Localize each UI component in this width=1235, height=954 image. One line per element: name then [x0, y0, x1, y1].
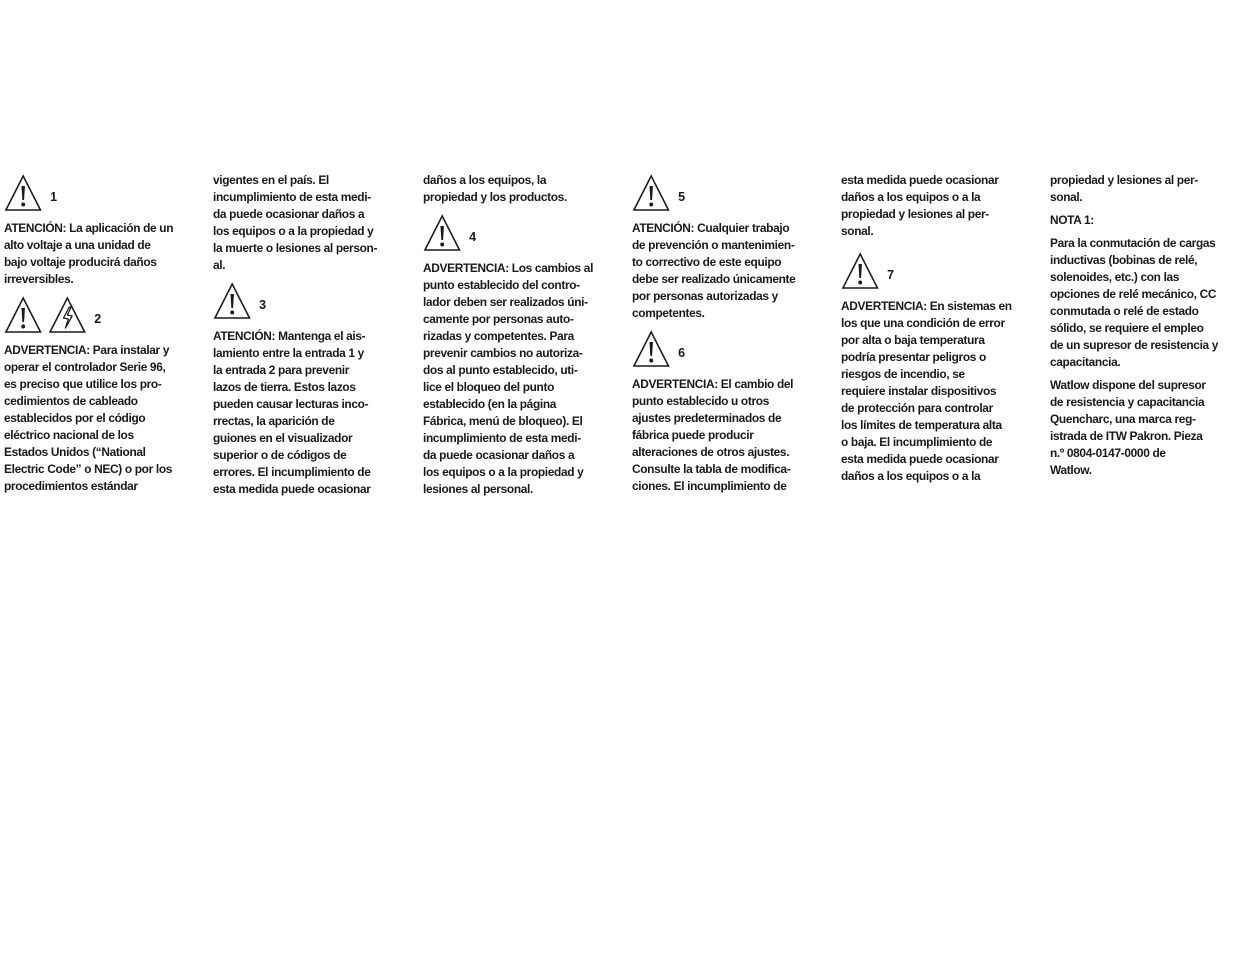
- column-5: [841, 172, 1020, 491]
- symbol-number: 3: [259, 296, 266, 312]
- paragraph: NOTA 1:: [1050, 213, 1094, 227]
- warning-icon: [213, 282, 251, 320]
- paragraph: Watlow dispone del supresor de resistencia y capacitancia Quencharc, una marca reg- istrada de ITW Pakron. Pieza n.º 0804-0147-0000 de Watlow.: [1050, 378, 1206, 477]
- paragraph: ADVERTENCIA: Para instalar y operar el controlador Serie 96, es preciso que utilice los pro- cedimientos de cableado establecidos por el código eléctrico nacional de los Estados Unidos (“National Electric Code” o NEC) o por los procedimientos estándar: [4, 343, 173, 493]
- warning-icon: [632, 330, 670, 368]
- paragraph: propiedad y lesiones al per- sonal.: [1050, 173, 1198, 204]
- symbol-number: 5: [678, 188, 685, 204]
- symbol-number: 4: [469, 228, 476, 244]
- paragraph: ADVERTENCIA: Los cambios al punto establecido del contro- lador deben ser realizados úni- camente por personas auto- rizadas y competentes. Para prevenir cambios no autoriza- dos al punto establecido, uti- lice el bloqueo del punto establecido (en la página Fábrica, menú de bloqueo). El incumplimiento de esta medi- da puede ocasionar daños a los equipos o a la propiedad y lesiones al personal.: [423, 261, 594, 496]
- paragraph: esta medida puede ocasionar daños a los equipos o a la propiedad y lesiones al per- sonal.: [841, 173, 999, 238]
- paragraph: ADVERTENCIA: El cambio del punto establecido u otros ajustes predeterminados de fábrica puede producir alteraciones de otros ajustes. Consulte la tabla de modifica- ciones. El incumplimiento de: [632, 377, 794, 493]
- paragraph: vigentes en el país. El incumplimiento de esta medi- da puede ocasionar daños a los equipos o a la propiedad y la muerte o lesiones al person- al.: [213, 173, 378, 272]
- symbol-number: 2: [94, 310, 101, 326]
- column-4: [632, 172, 811, 501]
- safety-symbol: [632, 328, 811, 370]
- symbol-number: 1: [50, 188, 57, 204]
- paragraph: ATENCIÓN: La aplicación de un alto voltaje a una unidad de bajo voltaje producirá daños irreversibles.: [4, 221, 174, 286]
- paragraph: daños a los equipos, la propiedad y los productos.: [423, 173, 567, 204]
- safety-symbol: [4, 294, 183, 336]
- paragraph: ATENCIÓN: Cualquier trabajo de prevención o mantenimien- to correctivo de este equipo debe ser realizado únicamente por personas autorizadas y competentes.: [632, 221, 796, 320]
- warning-icon: [841, 252, 879, 290]
- symbol-number: 6: [678, 344, 685, 360]
- paragraph: ATENCIÓN: Mantenga el ais- lamiento entre la entrada 1 y la entrada 2 para prevenir lazos de tierra. Estos lazos pueden causar lecturas inco- rrectas, la aparición de guiones en el visualizador superior o de códigos de errores. El incumplimiento de esta medida puede ocasionar: [213, 329, 371, 496]
- column-6: [1050, 172, 1229, 485]
- paragraph: ADVERTENCIA: En sistemas en los que una condición de error por alta o baja temperatura podría presentar peligros o riesgos de incendio, se requiere instalar dispositivos de protección para controlar los límites de temperatura alta o baja. El incumplimiento de esta medida puede ocasionar daños a los equipos o a la: [841, 299, 1012, 483]
- warning-icon: [4, 296, 42, 334]
- electrical-hazard-icon: [48, 296, 86, 334]
- safety-symbol: [213, 280, 392, 322]
- warning-icon: [423, 214, 461, 252]
- safety-symbol: [841, 250, 1020, 292]
- safety-symbol: [4, 172, 183, 214]
- safety-symbol: [632, 172, 811, 214]
- warning-icon: [4, 174, 42, 212]
- column-3: [423, 172, 602, 504]
- column-1: [4, 172, 183, 501]
- symbol-number: 7: [887, 266, 894, 282]
- warning-icon: [632, 174, 670, 212]
- paragraph: Para la conmutación de cargas inductivas (bobinas de relé, solenoides, etc.) con las opciones de relé mecánico, CC conmutada o relé de estado sólido, se requiere el empleo de un supresor de resistencia y capacitancia.: [1050, 236, 1219, 369]
- safety-symbol: [423, 212, 602, 254]
- column-2: [213, 172, 392, 504]
